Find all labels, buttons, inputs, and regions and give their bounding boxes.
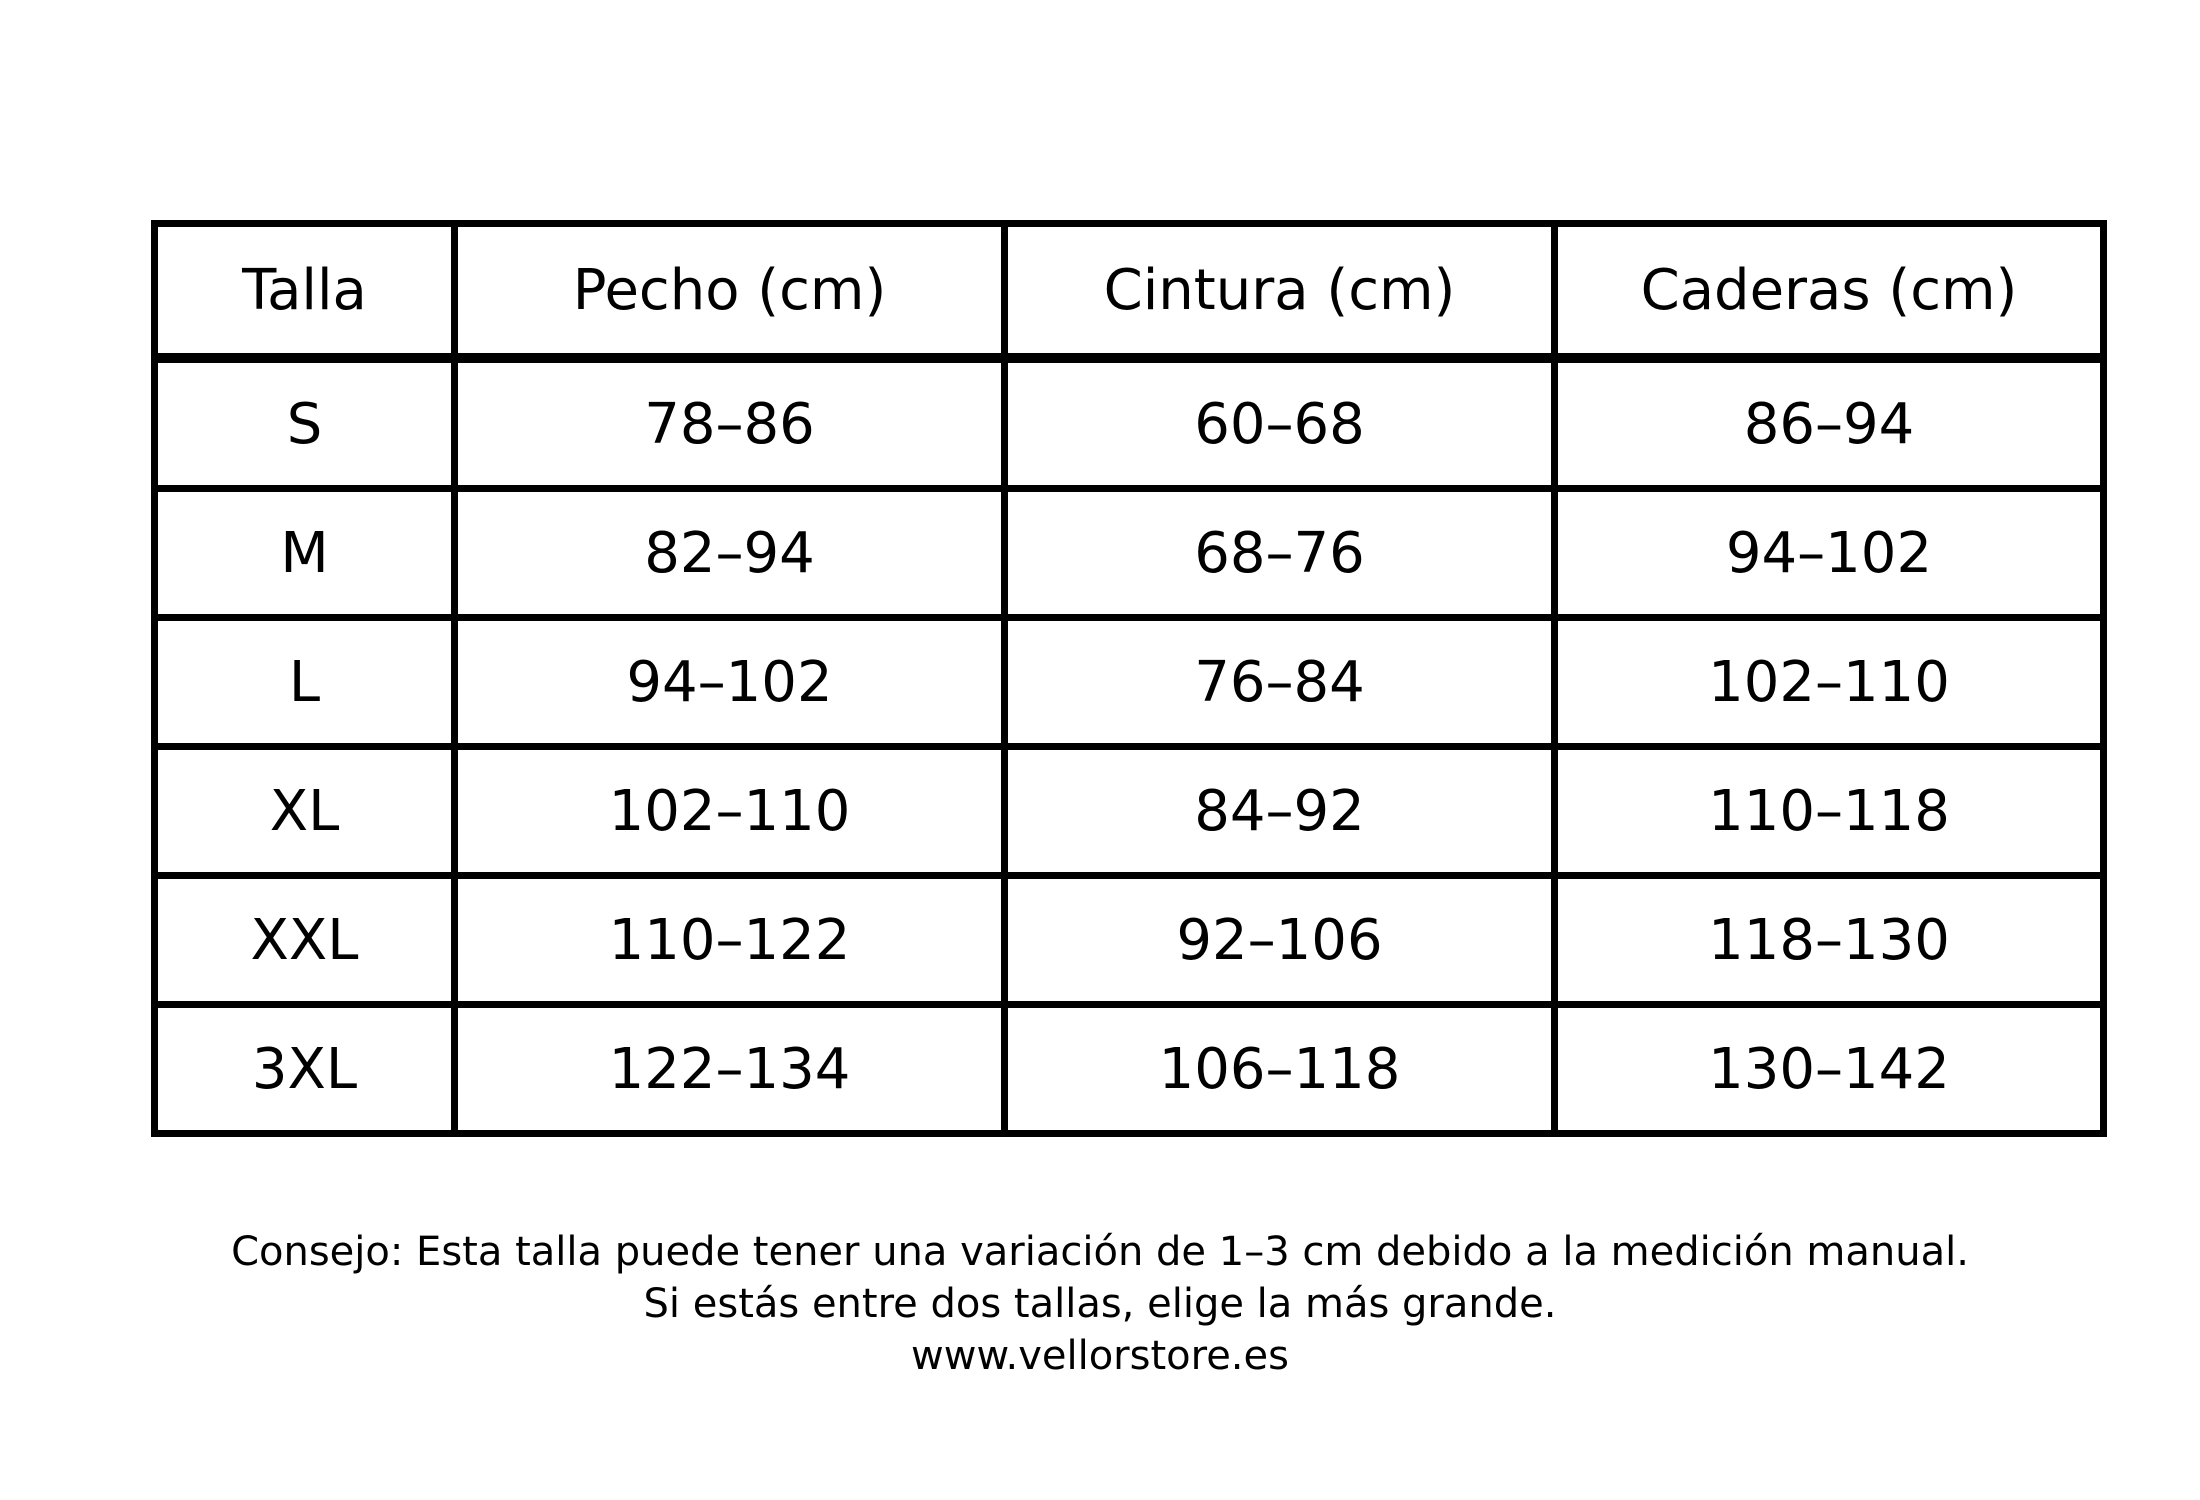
column-header-cintura: Cintura (cm) xyxy=(1005,224,1555,359)
size-label: XL xyxy=(155,747,455,876)
column-header-talla: Talla xyxy=(155,224,455,359)
waist-range: 68–76 xyxy=(1005,489,1555,618)
store-url: www.vellorstore.es xyxy=(911,1333,1289,1379)
hips-range: 102–110 xyxy=(1555,618,2104,747)
advice-line-1: Consejo: Esta talla puede tener una variación de 1–3 cm debido a la medición manual. xyxy=(231,1229,1969,1275)
table-row-m xyxy=(155,489,2104,618)
waist-range: 92–106 xyxy=(1005,876,1555,1005)
table-row-s xyxy=(155,358,2104,489)
hips-range: 110–118 xyxy=(1555,747,2104,876)
hips-range: 118–130 xyxy=(1555,876,2104,1005)
table-row-l xyxy=(155,618,2104,747)
size-label: S xyxy=(155,358,455,489)
size-chart-table xyxy=(151,220,2107,1137)
chest-range: 78–86 xyxy=(455,358,1005,489)
header-row xyxy=(155,224,2104,359)
column-header-caderas: Caderas (cm) xyxy=(1555,224,2104,359)
size-label: M xyxy=(155,489,455,618)
table-row-xxl xyxy=(155,876,2104,1005)
size-label: 3XL xyxy=(155,1005,455,1134)
hips-range: 130–142 xyxy=(1555,1005,2104,1134)
chest-range: 94–102 xyxy=(455,618,1005,747)
chest-range: 122–134 xyxy=(455,1005,1005,1134)
chest-range: 102–110 xyxy=(455,747,1005,876)
chest-range: 82–94 xyxy=(455,489,1005,618)
chest-range: 110–122 xyxy=(455,876,1005,1005)
hips-range: 94–102 xyxy=(1555,489,2104,618)
size-label: XXL xyxy=(155,876,455,1005)
column-header-pecho: Pecho (cm) xyxy=(455,224,1005,359)
waist-range: 106–118 xyxy=(1005,1005,1555,1134)
waist-range: 76–84 xyxy=(1005,618,1555,747)
waist-range: 60–68 xyxy=(1005,358,1555,489)
size-label: L xyxy=(155,618,455,747)
waist-range: 84–92 xyxy=(1005,747,1555,876)
table-row-3xl xyxy=(155,1005,2104,1134)
table-row-xl xyxy=(155,747,2104,876)
footer-note xyxy=(0,1226,2200,1382)
advice-line-2: Si estás entre dos tallas, elige la más grande. xyxy=(643,1281,1557,1327)
hips-range: 86–94 xyxy=(1555,358,2104,489)
